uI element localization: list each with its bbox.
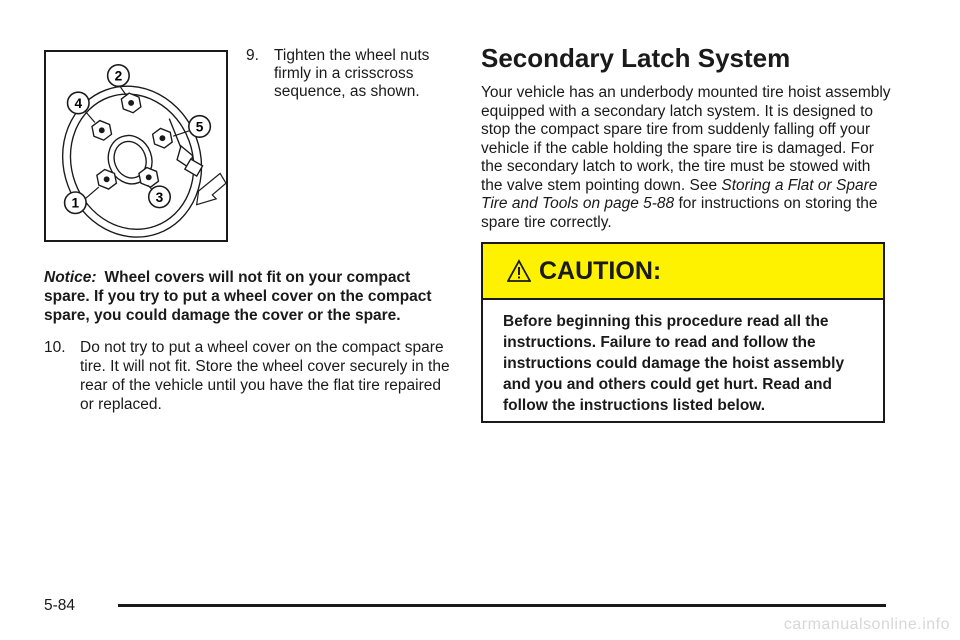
caution-header [483,244,883,300]
cross-reference-link[interactable]: Storing a Flat or Spare Tire and Tools on page 5-88 [481,176,878,212]
step-9 [246,47,456,101]
callout-5 [173,116,210,138]
callout-3-label: 3 [155,189,164,205]
notice-text: Wheel covers will not fit on your compact spare. If you try to put a wheel cover on the compact spare, you could damage the cover or the spare. [44,269,432,324]
step-10 [44,338,456,414]
step-10-number: 10. [44,339,66,356]
step-9-text: Tighten the wheel nuts firmly in a crisscross sequence, as shown. [274,47,430,100]
paragraph-tail: for instructions on storing the spare tire correctly. [481,195,878,231]
step-9-number: 9. [246,47,259,64]
callout-3 [148,185,171,208]
footer-rule [118,604,886,607]
caution-text: Before beginning this procedure read all the instructions. Failure to read and follow the instructions could damage the hoist assembly and you and others could get hurt. Read and follow the instructions listed below. [503,313,845,414]
callout-2-label: 2 [114,68,123,84]
warning-triangle-icon [507,259,531,283]
caution-title: CAUTION: [539,256,662,285]
callout-4-label: 4 [74,95,83,111]
watermark: carmanualsonline.info [783,616,950,633]
wheel-nut-illustration [44,50,228,242]
step-10-text: Do not try to put a wheel cover on the compact spare tire. It will not fit. Store the wheel cover securely in the rear of the vehicle until you have the flat tire repaired or replaced. [80,339,450,413]
secondary-latch-paragraph [481,84,891,232]
lug-nuts [92,93,172,189]
notice-paragraph [44,268,456,325]
wheel-diagram [46,52,226,240]
paragraph-lead: Your vehicle has an underbody mounted tire hoist assembly equipped with a secondary latch system. It is designed to stop the compact spare tire from suddenly falling off your vehicle if the cable holding the spare tire is damaged. For the secondary latch to work, the tire must be stowed with the valve stem pointing down. See [481,84,891,194]
callout-5-label: 5 [195,119,204,135]
page-number: 5-84 [44,597,76,614]
section-heading: Secondary Latch System [481,43,791,73]
callout-2 [108,65,130,95]
caution-box [481,242,885,423]
notice-label: Notice: [44,269,97,286]
callout-1-label: 1 [71,195,80,211]
